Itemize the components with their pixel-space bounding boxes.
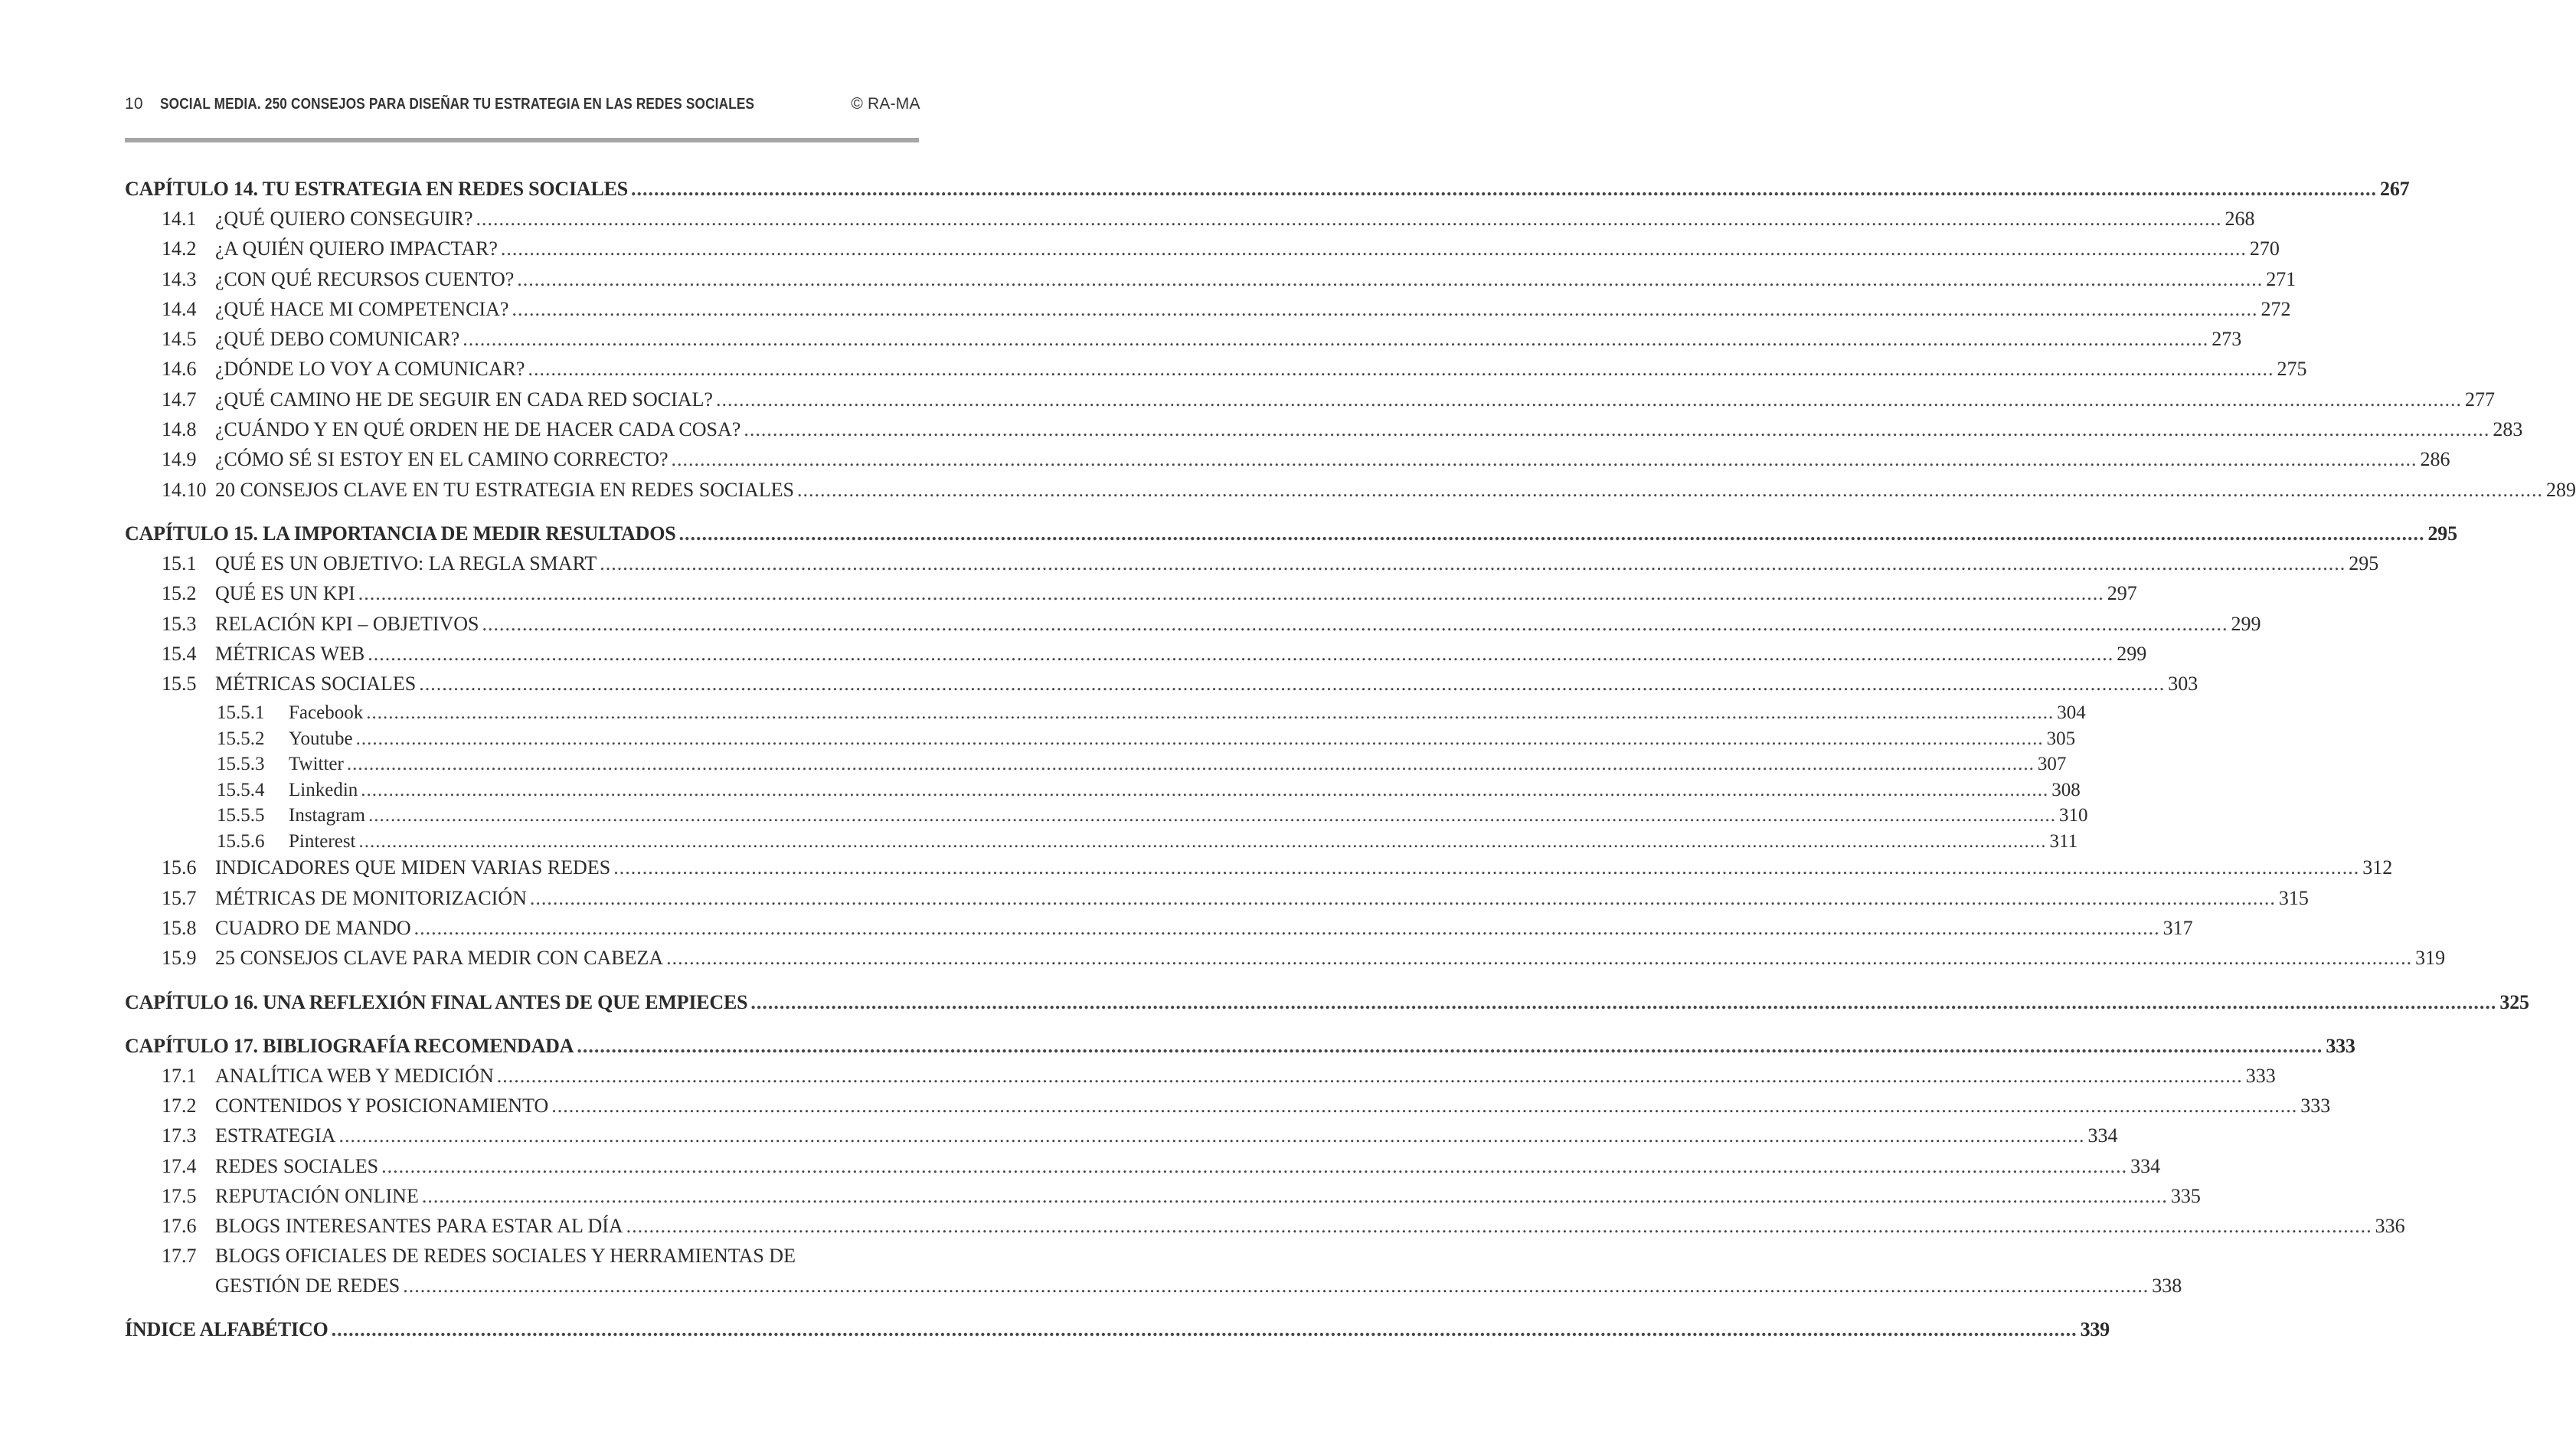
section-title: CONTENIDOS Y POSICIONAMIENTO	[215, 1094, 549, 1117]
dot-leader	[338, 1124, 2084, 1147]
section-page: 299	[2117, 642, 2147, 665]
toc-section-entry[interactable]	[125, 582, 2137, 612]
dot-leader	[551, 1095, 2297, 1118]
subsection-page: 308	[2051, 779, 2081, 800]
dot-leader	[422, 1185, 2168, 1208]
dot-leader	[381, 1155, 2127, 1178]
toc-section-entry[interactable]	[125, 856, 2393, 886]
section-page: 277	[2464, 388, 2495, 411]
dot-leader	[368, 643, 2113, 666]
running-header	[125, 90, 919, 118]
section-page: 333	[2245, 1064, 2276, 1087]
dot-leader	[414, 917, 2160, 940]
section-number: 17.7	[162, 1245, 197, 1268]
toc-section-entry[interactable]	[125, 551, 2379, 582]
chapter-page: 295	[2427, 522, 2457, 545]
toc-section-entry[interactable]	[125, 267, 2296, 298]
section-title: QUÉ ES UN OBJETIVO: LA REGLA SMART	[215, 551, 597, 574]
section-page: 315	[2278, 886, 2309, 909]
subsection-title: Pinterest	[289, 830, 356, 852]
section-title: MÉTRICAS DE MONITORIZACIÓN	[215, 886, 527, 909]
section-title: REDES SOCIALES	[215, 1154, 379, 1177]
chapter-title: CAPÍTULO 15. LA IMPORTANCIA DE MEDIR RESULTADOS	[125, 522, 676, 545]
section-number: 14.6	[162, 358, 197, 381]
dot-leader	[716, 388, 2462, 411]
section-number: 15.6	[162, 856, 197, 879]
section-list	[125, 856, 2446, 977]
chapter-page: 267	[2380, 178, 2410, 200]
dot-leader	[359, 831, 2047, 852]
section-number: 17.5	[162, 1184, 197, 1207]
subsection-number: 15.5.5	[217, 805, 265, 826]
dot-leader	[797, 479, 2543, 502]
section-number: 17.1	[162, 1064, 197, 1087]
toc-subsection-entry[interactable]	[125, 779, 2081, 806]
toc-section-entry[interactable]	[125, 297, 2291, 328]
toc-section-entry[interactable]	[125, 886, 2309, 917]
toc-subsection-entry[interactable]	[125, 728, 2076, 754]
section-title: ¿CUÁNDO Y EN QUÉ ORDEN HE DE HACER CADA COSA?	[215, 418, 741, 441]
section-list	[125, 551, 2379, 702]
subsection-title: Linkedin	[289, 779, 358, 800]
dot-leader	[403, 1275, 2149, 1298]
section-page: 303	[2168, 673, 2198, 695]
dot-leader	[366, 702, 2054, 724]
toc-subsection-entry[interactable]	[125, 754, 2067, 780]
section-page: 334	[2087, 1124, 2118, 1147]
section-number: 14.7	[162, 388, 197, 411]
section-title: REPUTACIÓN ONLINE	[215, 1184, 419, 1207]
chapter-title: CAPÍTULO 17. BIBLIOGRAFÍA RECOMENDADA	[125, 1034, 574, 1057]
dot-leader	[501, 237, 2247, 260]
toc-chapter-heading[interactable]	[125, 522, 2457, 552]
subsection-page: 304	[2057, 702, 2086, 724]
section-number: 17.3	[162, 1124, 197, 1147]
toc-section-entry[interactable]	[125, 1124, 2118, 1154]
toc-section-entry[interactable]	[125, 328, 2242, 358]
section-page: 299	[2231, 612, 2261, 635]
toc-section-entry[interactable]	[125, 388, 2495, 418]
section-title: ANALÍTICA WEB Y MEDICIÓN	[215, 1064, 494, 1087]
section-page: 335	[2170, 1184, 2201, 1207]
section-page: 268	[2225, 208, 2255, 230]
section-number: 14.4	[162, 297, 197, 320]
section-page: 312	[2362, 856, 2393, 879]
toc-section-entry[interactable]	[125, 237, 2280, 267]
toc-section-entry[interactable]	[125, 947, 2446, 977]
table-of-contents	[125, 178, 2576, 1362]
section-title: 20 CONSEJOS CLAVE EN TU ESTRATEGIA EN REDES SOCIALES	[215, 478, 794, 501]
header-publisher: © RA-MA	[851, 95, 920, 113]
chapter-title: CAPÍTULO 14. TU ESTRATEGIA EN REDES SOCIALES	[125, 178, 629, 200]
section-title: ¿QUÉ DEBO COMUNICAR?	[215, 328, 460, 351]
section-number: 14.2	[162, 237, 197, 260]
section-number: 14.3	[162, 267, 197, 290]
dot-leader	[672, 448, 2417, 471]
subsection-page: 305	[2046, 728, 2076, 749]
dot-leader	[600, 552, 2346, 575]
section-page: 271	[2266, 267, 2296, 290]
section-page: 333	[2300, 1094, 2331, 1117]
section-number: 17.6	[162, 1215, 197, 1238]
section-title: ¿DÓNDE LO VOY A COMUNICAR?	[215, 358, 525, 381]
section-page: 273	[2212, 328, 2242, 351]
section-number: 15.4	[162, 642, 197, 665]
toc-section-entry[interactable]	[125, 1184, 2201, 1215]
section-number: 15.1	[162, 551, 197, 574]
dot-leader	[368, 805, 2056, 826]
section-page: 317	[2162, 917, 2193, 940]
section-number: 15.9	[162, 947, 197, 970]
toc-chapter-17	[125, 1034, 2405, 1305]
section-page: 319	[2415, 947, 2446, 970]
toc-subsection-entry[interactable]	[125, 702, 2086, 728]
section-number: 15.5	[162, 673, 197, 695]
dot-leader	[332, 1318, 2077, 1341]
toc-chapter-heading[interactable]	[125, 990, 2529, 1021]
toc-section-entry[interactable]	[125, 358, 2307, 388]
toc-section-entry[interactable]	[125, 418, 2523, 448]
section-title: ¿CÓMO SÉ SI ESTOY EN EL CAMINO CORRECTO?	[215, 448, 669, 471]
section-title: ¿QUÉ QUIERO CONSEGUIR?	[215, 208, 473, 230]
index-title: ÍNDICE ALFABÉTICO	[125, 1318, 329, 1341]
toc-index	[125, 1318, 2110, 1348]
toc-section-entry[interactable]	[125, 1064, 2276, 1095]
section-title: RELACIÓN KPI – OBJETIVOS	[215, 612, 479, 635]
subsection-page: 311	[2049, 830, 2078, 852]
subsection-number: 15.5.1	[217, 702, 265, 724]
chapter-title: CAPÍTULO 16. UNA REFLEXIÓN FINAL ANTES DE QUE EMPIECES	[125, 990, 748, 1013]
header-page-number: 10	[125, 95, 143, 113]
header-divider	[125, 138, 919, 142]
section-page: 295	[2349, 551, 2379, 574]
subsection-title: Instagram	[289, 805, 365, 826]
toc-section-entry[interactable]	[125, 673, 2198, 702]
toc-section-entry[interactable]	[125, 208, 2255, 237]
section-title: ¿A QUIÉN QUIERO IMPACTAR?	[215, 237, 498, 260]
section-number: 15.3	[162, 612, 197, 635]
dot-leader	[463, 328, 2208, 351]
section-title: ¿CON QUÉ RECURSOS CUENTO?	[215, 267, 515, 290]
dot-leader	[419, 673, 2165, 695]
dot-leader	[613, 856, 2359, 879]
subsection-number: 15.5.3	[217, 754, 265, 775]
dot-leader	[530, 887, 2276, 910]
section-number: 17.4	[162, 1154, 197, 1177]
section-title: BLOGS INTERESANTES PARA ESTAR AL DÍA	[215, 1215, 623, 1238]
section-title: QUÉ ES UN KPI	[215, 582, 355, 605]
subsection-title: Facebook	[289, 702, 364, 724]
section-page: 270	[2249, 237, 2280, 260]
dot-leader	[577, 1035, 2323, 1058]
subsection-number: 15.5.4	[217, 779, 265, 800]
section-number: 14.10	[162, 478, 207, 501]
toc-section-entry[interactable]	[125, 642, 2147, 673]
section-number: 15.7	[162, 886, 197, 909]
toc-section-entry[interactable]	[125, 1215, 2405, 1245]
section-page: 286	[2420, 448, 2450, 471]
section-page: 283	[2493, 418, 2523, 441]
section-number: 15.8	[162, 917, 197, 940]
toc-subsection-entry[interactable]	[125, 830, 2078, 857]
section-page: 275	[2277, 358, 2307, 381]
section-title: INDICADORES QUE MIDEN VARIAS REDES	[215, 856, 611, 879]
dot-leader	[528, 358, 2274, 381]
toc-index-heading[interactable]	[125, 1318, 2110, 1348]
toc-chapter-heading[interactable]	[125, 1034, 2355, 1065]
section-title: ¿QUÉ HACE MI COMPETENCIA?	[215, 297, 509, 320]
dot-leader	[476, 208, 2222, 231]
dot-leader	[678, 522, 2424, 545]
dot-leader	[512, 298, 2257, 321]
dot-leader	[750, 991, 2496, 1014]
toc-section-entry[interactable]	[125, 612, 2261, 643]
section-title: ¿QUÉ CAMINO HE DE SEGUIR EN CADA RED SOCIAL?	[215, 388, 713, 411]
dot-leader	[482, 613, 2228, 636]
section-page: 338	[2152, 1275, 2182, 1298]
toc-section-entry[interactable]	[125, 448, 2450, 478]
toc-chapter-14	[125, 178, 2576, 509]
dot-leader	[631, 178, 2377, 201]
toc-chapter-heading[interactable]	[125, 178, 2410, 208]
section-number: 15.2	[162, 582, 197, 605]
section-page: 334	[2130, 1154, 2161, 1177]
chapter-page: 333	[2326, 1034, 2355, 1057]
dot-leader	[744, 418, 2489, 441]
toc-subsection-entry[interactable]	[125, 805, 2088, 831]
dot-leader	[356, 728, 2044, 750]
dot-leader	[626, 1215, 2372, 1238]
subsection-number: 15.5.2	[217, 728, 265, 749]
toc-section-entry[interactable]	[125, 1094, 2331, 1124]
section-page: 297	[2107, 582, 2137, 605]
section-page: 289	[2545, 478, 2576, 501]
section-page: 272	[2261, 297, 2291, 320]
toc-chapter-16	[125, 990, 2529, 1021]
toc-section-entry[interactable]	[125, 917, 2193, 947]
dot-leader	[358, 582, 2104, 605]
section-title-line2-row	[215, 1275, 2182, 1304]
section-text-block	[215, 1245, 2182, 1304]
subsection-page: 310	[2058, 805, 2088, 826]
chapter-page: 325	[2499, 990, 2529, 1013]
section-number: 14.5	[162, 328, 197, 351]
dot-leader	[347, 754, 2035, 775]
section-number: 14.1	[162, 208, 197, 230]
section-number: 14.8	[162, 418, 197, 441]
dot-leader	[666, 947, 2412, 970]
section-page: 336	[2375, 1215, 2405, 1238]
subsection-title: Twitter	[289, 754, 344, 775]
dot-leader	[361, 780, 2048, 801]
section-number: 14.9	[162, 448, 197, 471]
dot-leader	[517, 268, 2263, 291]
subsection-page: 307	[2037, 754, 2067, 775]
subsection-list	[125, 702, 2088, 856]
toc-section-entry[interactable]	[125, 1245, 2182, 1304]
section-title: ESTRATEGIA	[215, 1124, 336, 1147]
subsection-title: Youtube	[289, 728, 353, 749]
section-list	[125, 208, 2576, 509]
section-list	[125, 1064, 2405, 1245]
section-title-line2: GESTIÓN DE REDES	[215, 1275, 400, 1298]
section-title: MÉTRICAS WEB	[215, 642, 365, 665]
section-number: 17.2	[162, 1094, 197, 1117]
section-title: CUADRO DE MANDO	[215, 917, 411, 940]
toc-section-entry[interactable]	[125, 1154, 2161, 1185]
section-title: MÉTRICAS SOCIALES	[215, 673, 417, 695]
subsection-number: 15.5.6	[217, 830, 265, 852]
dot-leader	[497, 1065, 2243, 1088]
section-title-line1: BLOGS OFICIALES DE REDES SOCIALES Y HERRAMIENTAS DE	[215, 1245, 796, 1268]
toc-chapter-15	[125, 522, 2457, 977]
index-page: 339	[2080, 1318, 2110, 1341]
header-book-title: SOCIAL MEDIA. 250 CONSEJOS PARA DISEÑAR TU ESTRATEGIA EN LAS REDES SOCIALES	[159, 95, 754, 113]
toc-section-entry[interactable]	[125, 478, 2576, 509]
section-title: 25 CONSEJOS CLAVE PARA MEDIR CON CABEZA	[215, 947, 664, 970]
